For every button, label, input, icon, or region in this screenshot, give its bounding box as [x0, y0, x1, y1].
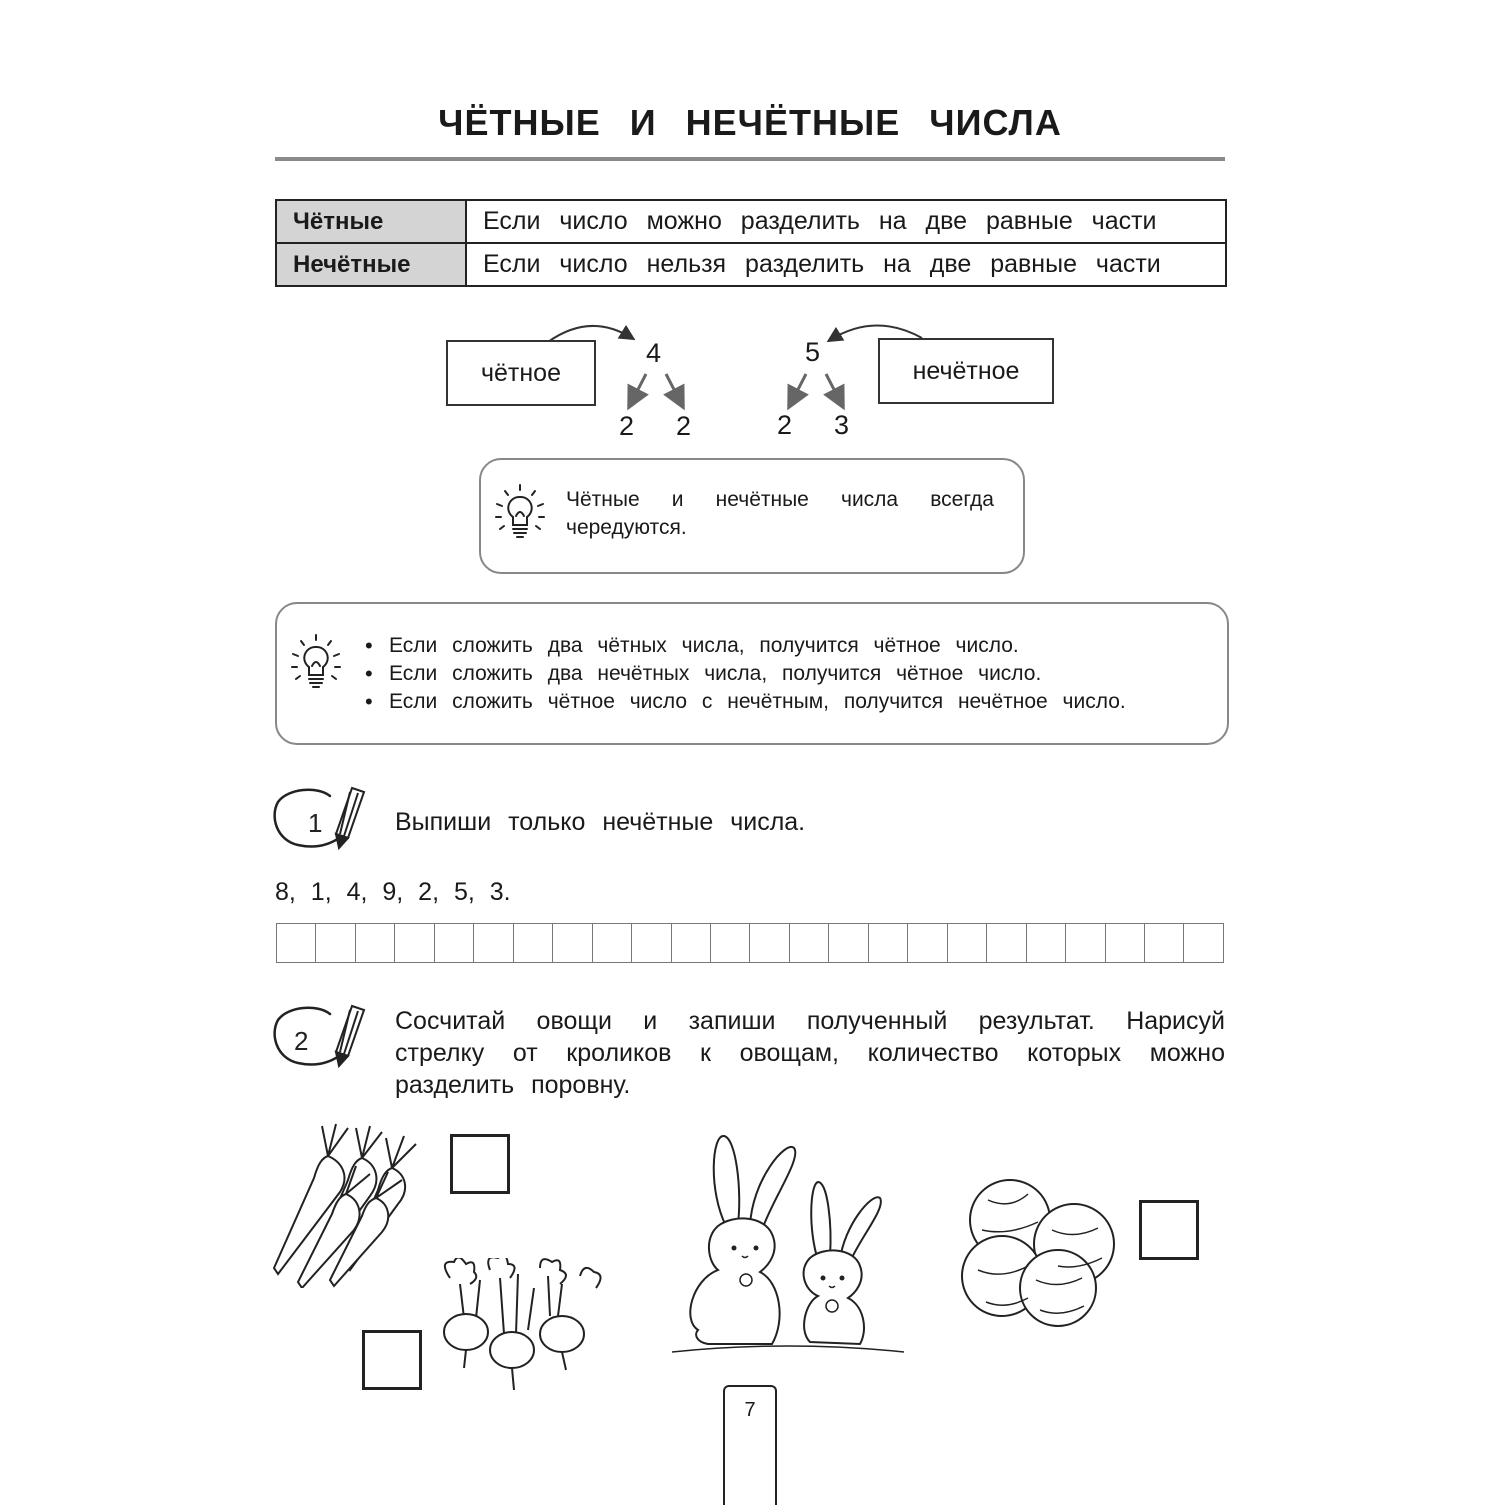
task-number-badge-1 — [272, 780, 372, 852]
example-arrows — [0, 0, 1500, 460]
answer-box-beets[interactable] — [362, 1330, 422, 1390]
rules-list — [363, 632, 1203, 716]
answer-cell[interactable] — [908, 924, 947, 962]
answer-cell[interactable] — [356, 924, 395, 962]
task1-instruction: Выпиши только нечётные числа. — [395, 808, 806, 836]
answer-cell[interactable] — [869, 924, 908, 962]
answer-cell[interactable] — [1106, 924, 1145, 962]
even-part-2: 2 — [676, 411, 692, 441]
rule-item: • Если сложить два чётных числа, получится чётное число. — [363, 632, 1203, 660]
cabbages-illustration — [958, 1170, 1118, 1330]
answer-cell[interactable] — [948, 924, 987, 962]
even-label-box — [446, 340, 596, 406]
odd-part-1: 2 — [777, 410, 793, 440]
answer-cell[interactable] — [829, 924, 868, 962]
page-title: ЧЁТНЫЕ И НЕЧЁТНЫЕ ЧИСЛА — [438, 102, 1062, 143]
odd-label-box — [878, 338, 1054, 404]
task-number-badge-2 — [272, 998, 372, 1070]
task-number-2: 2 — [294, 1026, 309, 1056]
answer-cell[interactable] — [1184, 924, 1222, 962]
even-part-1: 2 — [619, 411, 635, 441]
answer-cell[interactable] — [711, 924, 750, 962]
term-odd: Нечётные — [276, 243, 466, 286]
answer-cell[interactable] — [790, 924, 829, 962]
task2-line2: стрелку от кроликов к овощам, количество которых можно — [395, 1039, 1225, 1067]
answer-cell[interactable] — [553, 924, 592, 962]
tip-box-alternation — [479, 458, 1025, 574]
answer-grid[interactable] — [276, 923, 1224, 963]
answer-cell[interactable] — [1027, 924, 1066, 962]
answer-cell[interactable] — [316, 924, 355, 962]
pencil-icon — [336, 1006, 364, 1066]
rule-item: • Если сложить два нечётных числа, получится чётное число. — [363, 660, 1203, 688]
answer-box-carrots[interactable] — [450, 1134, 510, 1194]
lightbulb-icon — [287, 632, 345, 698]
definition-even: Если число можно разделить на две равные части — [466, 200, 1226, 243]
odd-label: нечётное — [912, 357, 1020, 385]
tip1-line2: чередуются. — [566, 516, 687, 539]
answer-cell[interactable] — [987, 924, 1026, 962]
even-label: чётное — [481, 359, 561, 387]
rabbits-illustration — [668, 1130, 908, 1360]
answer-cell[interactable] — [1066, 924, 1105, 962]
task2-line1: Сосчитай овощи и запиши полученный результат. Нарисуй — [395, 1007, 1225, 1035]
tip1-line1: Чётные и нечётные числа всегда — [566, 488, 994, 511]
answer-cell[interactable] — [593, 924, 632, 962]
answer-cell[interactable] — [632, 924, 671, 962]
task-number-1: 1 — [308, 808, 323, 838]
answer-box-cabbages[interactable] — [1139, 1200, 1199, 1260]
page-number-text: 7 — [744, 1399, 756, 1421]
beets-illustration — [430, 1258, 610, 1398]
task2-line3: разделить поровну. — [395, 1071, 631, 1099]
answer-cell[interactable] — [672, 924, 711, 962]
even-number: 4 — [646, 338, 662, 368]
page-number — [723, 1385, 777, 1505]
tip-box-addition-rules — [275, 602, 1229, 745]
task1-sequence: 8, 1, 4, 9, 2, 5, 3. — [275, 878, 511, 906]
rule-item: • Если сложить чётное число с нечётным, получится нечётное число. — [363, 688, 1203, 716]
answer-cell[interactable] — [277, 924, 316, 962]
answer-cell[interactable] — [750, 924, 789, 962]
definition-odd: Если число нельзя разделить на две равные части — [466, 243, 1226, 286]
term-even: Чётные — [276, 200, 466, 243]
answer-cell[interactable] — [474, 924, 513, 962]
answer-cell[interactable] — [514, 924, 553, 962]
answer-cell[interactable] — [435, 924, 474, 962]
carrots-illustration — [266, 1118, 436, 1288]
lightbulb-icon — [491, 482, 549, 548]
pencil-icon — [336, 788, 364, 848]
answer-cell[interactable] — [395, 924, 434, 962]
task2-instruction — [395, 1005, 1225, 1101]
odd-number: 5 — [805, 337, 821, 367]
answer-cell[interactable] — [1145, 924, 1184, 962]
odd-part-2: 3 — [834, 410, 850, 440]
